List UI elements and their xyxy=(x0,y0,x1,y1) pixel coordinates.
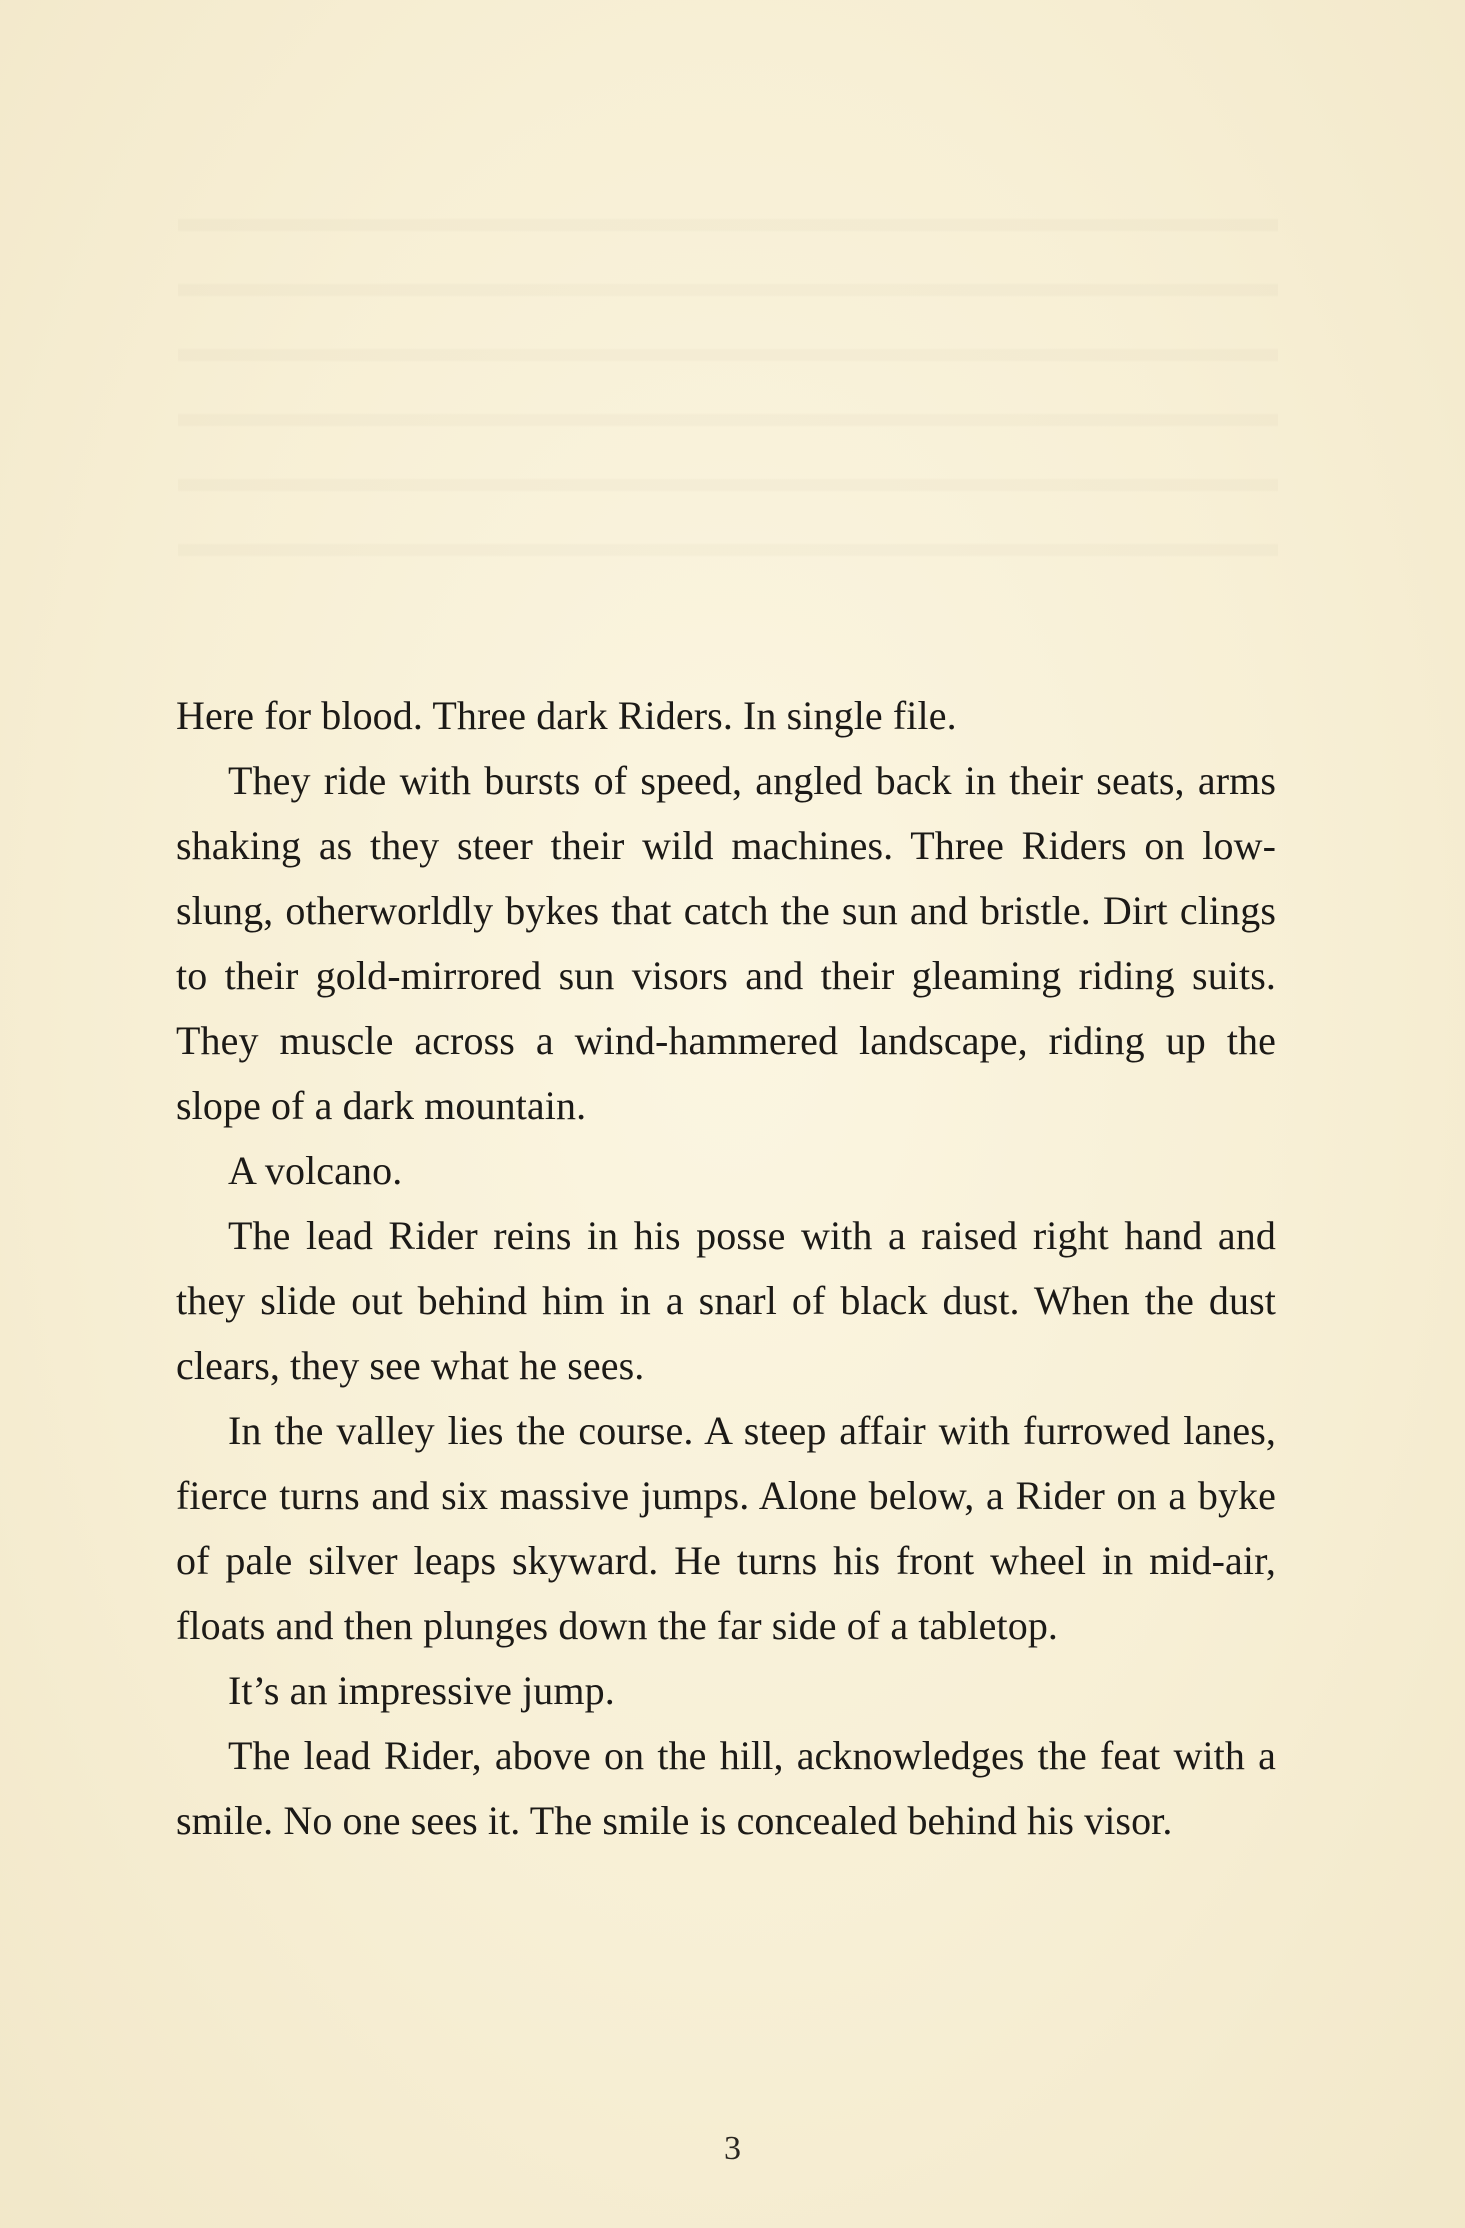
paragraph-7: The lead Rider, above on the hill, acknowledges the feat with a smile. No one sees it. The smile is concealed behind his visor. xyxy=(176,1733,1276,1843)
body-text xyxy=(176,683,1276,1853)
paragraph-1: Here for blood. Three dark Riders. In single file. xyxy=(176,693,957,738)
page-number: 3 xyxy=(724,2130,741,2167)
paragraph-5: In the valley lies the course. A steep affair with furrowed lanes, fierce turns and six massive jumps. Alone below, a Rider on a byke of pale silver leaps skyward. He turns his front wheel in mid-air, floats and then plunges down the far side of a tabletop. xyxy=(176,1408,1276,1648)
paragraph-3: A volcano. xyxy=(228,1148,403,1193)
paragraph-4: The lead Rider reins in his posse with a raised right hand and they slide out behind him in a snarl of black dust. When the dust clears, they see what he sees. xyxy=(176,1213,1276,1388)
show-through-texture xyxy=(178,170,1278,590)
paragraph-6: It’s an impressive jump. xyxy=(228,1668,615,1713)
paragraph-2: They ride with bursts of speed, angled back in their seats, arms shaking as they steer their wild machines. Three Riders on low-slung, otherworldly bykes that catch the sun and bristle. Dirt clings to their gold-mirrored sun visors and their gleaming riding suits. They muscle across a wind-hammered landscape, riding up the slope of a dark mountain. xyxy=(176,758,1276,1128)
